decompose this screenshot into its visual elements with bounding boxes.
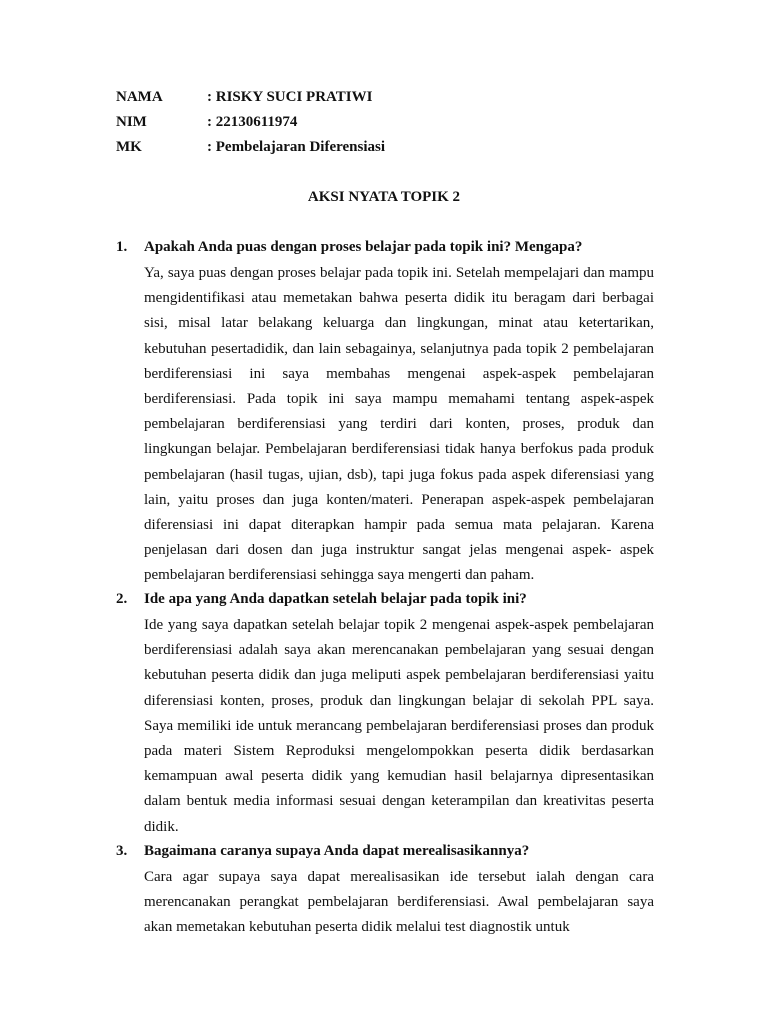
nim-row [116,111,676,136]
question-number-2: 2. [116,591,128,607]
question-text-3: Bagaimana caranya supaya Anda dapat merealisasikannya? [144,843,530,859]
question-2 [116,588,654,613]
nama-value: : RISKY SUCI PRATIWI [207,89,373,105]
question-1 [116,236,654,261]
question-block-1 [116,236,654,589]
question-3 [116,840,654,865]
mk-label: MK [116,139,142,155]
question-text-1: Apakah Anda puas dengan proses belajar pada topik ini? Mengapa? [144,239,583,255]
nama-row [116,86,676,111]
nim-value: : 22130611974 [207,114,298,130]
question-block-2 [116,588,654,840]
question-block-3 [116,840,654,941]
nim-label: NIM [116,114,147,130]
page-title: AKSI NYATA TOPIK 2 [307,189,461,205]
mk-row [116,136,676,161]
mk-value: : Pembelajaran Diferensiasi [207,139,386,155]
question-text-2: Ide apa yang Anda dapatkan setelah belajar pada topik ini? [144,591,527,607]
nama-label: NAMA [116,89,163,105]
student-info [116,86,676,161]
question-number-3: 3. [116,843,128,859]
question-number-1: 1. [116,239,128,255]
answer-3: Cara agar supaya saya dapat merealisasikan ide tersebut ialah dengan cara merencanakan perangkat pembelajaran berdiferensiasi. Awal pembelajaran saya akan memetakan kebutuhan peserta didik melalui test diagnostik untuk [144,869,654,936]
answer-2: Ide yang saya dapatkan setelah belajar topik 2 mengenai aspek-aspek pembelajaran berdiferensiasi adalah saya akan merencanakan pembelajaran yang sesuai dengan kebutuhan peserta didik dan juga meliputi aspek pembelajaran berdiferensiasi yaitu diferensiasi konten, proses, produk dan lingkungan belajar di sekolah PPL saya. Saya memiliki ide untuk merancang pembelajaran berdiferensiasi proses dan produk pada materi Sistem Reproduksi mengelompokkan peserta didik berdasarkan kemampuan awal peserta didik yang kemudian hasil belajarnya dipresentasikan dalam bentuk media informasi sesuai dengan keterampilan dan kreativitas peserta didik. [144,617,654,835]
answer-1: Ya, saya puas dengan proses belajar pada topik ini. Setelah mempelajari dan mampu mengidentifikasi atau memetakan bahwa peserta didik itu beragam dari berbagai sisi, misal latar belakang keluarga dan lingkungan, minat atau ketertarikan, kebutuhan pesertadidik, dan lain sebagainya, selanjutnya pada topik 2 pembelajaran berdiferensiasi ini saya membahas mengenai aspek-aspek pembelajaran berdiferensiasi. Pada topik ini saya mampu memahami tentang aspek-aspek pembelajaran berdiferensiasi yang terdiri dari konten, proses, produk dan lingkungan belajar. Pembelajaran berdiferensiasi tidak hanya berfokus pada produk pembelajaran (hasil tugas, ujian, dsb), tapi juga fokus pada aspek diferensiasi yang lain, yaitu proses dan juga konten/materi. Penerapan aspek-aspek pembelajaran diferensiasi ini dapat diterapkan hampir pada semua mata pelajaran. Karena penjelasan dari dosen dan juga instruktur sangat jelas mengenai aspek- aspek pembelajaran berdiferensiasi sehingga saya mengerti dan paham. [144,265,654,584]
